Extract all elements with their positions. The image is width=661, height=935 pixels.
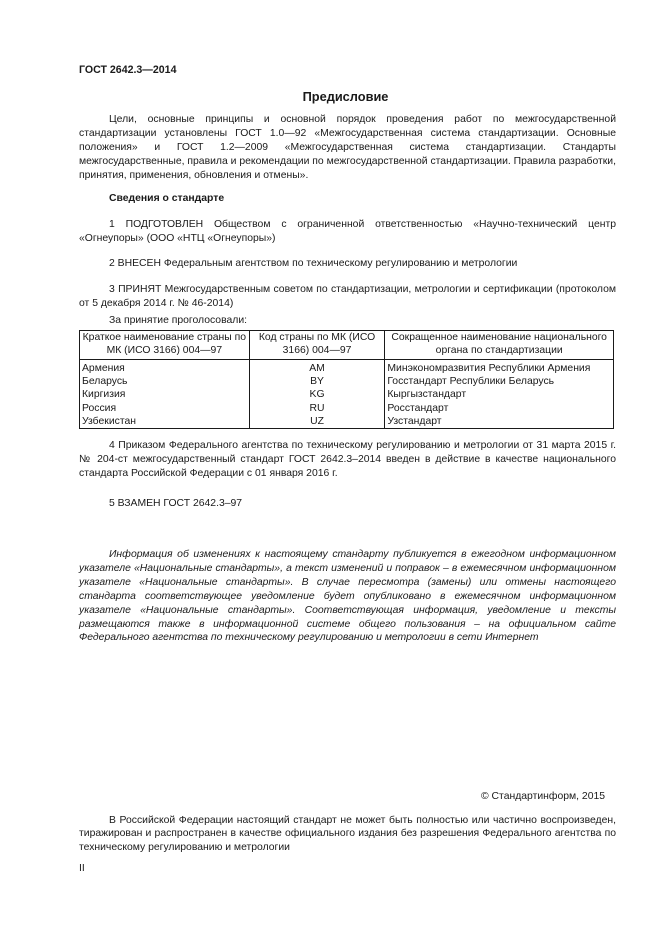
cell-code: BY: [249, 375, 385, 388]
table-row: [80, 415, 614, 429]
item-replaces: 5 ВЗАМЕН ГОСТ 2642.3–97: [109, 498, 243, 509]
cell-country: Россия: [80, 402, 250, 415]
section-subheading: Сведения о стандарте: [109, 193, 225, 204]
table-row: [80, 375, 614, 388]
column-header-country: Краткое наименование страны по МК (ИСО 3166) 004—97: [80, 331, 250, 360]
cell-country: Армения: [80, 360, 250, 376]
cell-body: Росстандарт: [385, 402, 614, 415]
cell-body: Минэкономразвития Республики Армения: [385, 360, 614, 376]
cell-country: Киргизия: [80, 388, 250, 401]
member-states-table: [79, 330, 614, 429]
cell-code: UZ: [249, 415, 385, 429]
table-row: [80, 388, 614, 401]
votes-label: За принятие проголосовали:: [109, 315, 248, 326]
table-header-row: [80, 331, 614, 360]
cell-body: Узстандарт: [385, 415, 614, 429]
cell-code: KG: [249, 388, 385, 401]
reproduction-notice: В Российской Федерации настоящий стандарт не может быть полностью или частично воспроизведен, тиражирован и распространен в качестве официального издания без разрешения Федерального агентства по техническому регулированию и метрологии: [79, 815, 616, 853]
cell-body: Кыргызстандарт: [385, 388, 614, 401]
cell-body: Госстандарт Республики Беларусь: [385, 375, 614, 388]
page-number: II: [79, 863, 85, 874]
item-enacted: 4 Приказом Федерального агентства по техническому регулированию и метрологии от 31 марта 2015 г. № 204-ст межгосударственный стандарт ГОСТ 2642.3–2014 введен в действие в качестве национального стандарта Российской Федерации с 01 января 2016 г.: [79, 440, 616, 479]
column-header-code: Код страны по МК (ИСО 3166) 004—97: [249, 331, 385, 360]
changes-information: Информация об изменениях к настоящему стандарту публикуется в ежегодном информационном указателе «Национальные стандарты», а текст изменений и поправок – в ежемесячном информационном указателе «Национальные стандарты». В случае пересмотра (замены) или отмены настоящего стандарта соответствующее уведомление будет опубликовано в ежемесячном информационном указателе «Национальные стандарты». Соответствующая информация, уведомление и тексты размещаются также в информационной системе общего пользования – на официальном сайте Федерального агентства по техническому регулированию и метрологии в сети Интернет: [79, 549, 616, 644]
cell-code: AM: [249, 360, 385, 376]
cell-country: Узбекистан: [80, 415, 250, 429]
item-adopted: 3 ПРИНЯТ Межгосударственным советом по стандартизации, метрологии и сертификации (протоколом от 5 декабря 2014 г. № 46-2014): [79, 284, 616, 309]
cell-code: RU: [249, 402, 385, 415]
column-header-body: Сокращенное наименование национального органа по стандартизации: [385, 331, 614, 360]
document-id: ГОСТ 2642.3—2014: [79, 64, 177, 76]
page-title: Предисловие: [302, 89, 389, 104]
intro-paragraph: Цели, основные принципы и основной порядок проведения работ по межгосударственной стандартизации установлены ГОСТ 1.0—92 «Межгосударственная система стандартизации. Основные положения» и ГОСТ 1.2—2009 «Межгосударственная система стандартизации. Стандарты межгосударственные, правила и рекомендации по межгосударственной стандартизации. Правила разработки, принятия, применения, обновления и отмены».: [79, 114, 616, 181]
item-introduced: 2 ВНЕСЕН Федеральным агентством по техническому регулированию и метрологии: [109, 258, 518, 269]
item-prepared: 1 ПОДГОТОВЛЕН Обществом с ограниченной ответственностью «Научно-технический центр «Огнеупоры» (ООО «НТЦ «Огнеупоры»): [79, 219, 616, 244]
cell-country: Беларусь: [80, 375, 250, 388]
copyright-notice: © Стандартинформ, 2015: [481, 791, 606, 802]
table-row: [80, 360, 614, 376]
table-row: [80, 402, 614, 415]
